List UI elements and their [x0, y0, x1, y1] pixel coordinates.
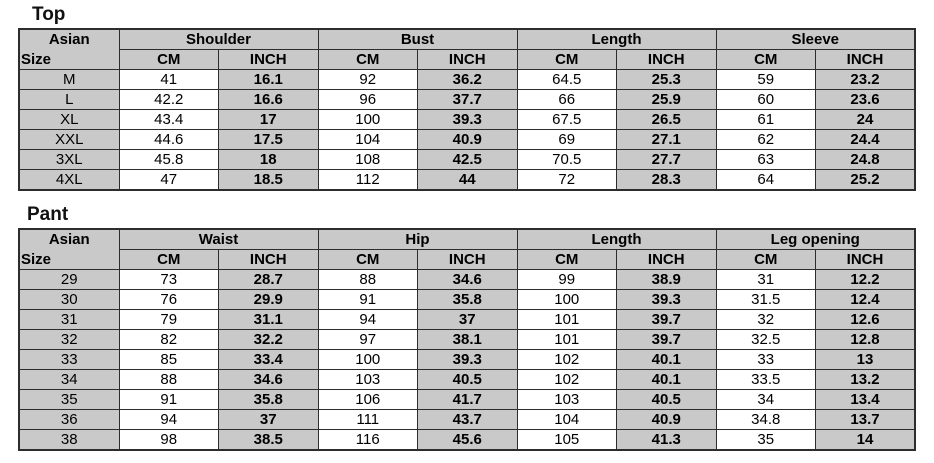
inch-cell: 18.5 — [219, 170, 319, 191]
cm-cell: 100 — [318, 110, 418, 130]
inch-cell: 40.5 — [617, 390, 717, 410]
cm-cell: 70.5 — [517, 150, 617, 170]
inch-cell: 34.6 — [219, 370, 319, 390]
size-cell: 35 — [19, 390, 119, 410]
cm-cell: 99 — [517, 270, 617, 290]
cm-cell: 67.5 — [517, 110, 617, 130]
inch-cell: 16.6 — [219, 90, 319, 110]
inch-cell: 44 — [418, 170, 518, 191]
table-row — [19, 410, 915, 430]
inch-cell: 14 — [816, 430, 916, 451]
inch-cell: 27.1 — [617, 130, 717, 150]
inch-cell: 13.2 — [816, 370, 916, 390]
inch-cell: 39.7 — [617, 310, 717, 330]
inch-cell: 41.7 — [418, 390, 518, 410]
inch-cell: 12.2 — [816, 270, 916, 290]
unit-header-cm: CM — [318, 50, 418, 70]
inch-cell: 12.8 — [816, 330, 916, 350]
cm-cell: 112 — [318, 170, 418, 191]
group-header-length: Length — [517, 29, 716, 50]
inch-cell: 31.1 — [219, 310, 319, 330]
cm-cell: 98 — [119, 430, 219, 451]
inch-cell: 12.6 — [816, 310, 916, 330]
unit-header-inch: INCH — [219, 250, 319, 270]
cm-cell: 105 — [517, 430, 617, 451]
cm-cell: 102 — [517, 350, 617, 370]
size-header-line: Asian — [48, 31, 90, 48]
inch-cell: 25.9 — [617, 90, 717, 110]
cm-cell: 97 — [318, 330, 418, 350]
cm-cell: 42.2 — [119, 90, 219, 110]
cm-cell: 94 — [119, 410, 219, 430]
group-header-hip: Hip — [318, 229, 517, 250]
inch-cell: 37.7 — [418, 90, 518, 110]
cm-cell: 103 — [517, 390, 617, 410]
table-row — [19, 150, 915, 170]
unit-header-cm: CM — [318, 250, 418, 270]
inch-cell: 23.2 — [816, 70, 916, 90]
inch-cell: 33.4 — [219, 350, 319, 370]
cm-cell: 32 — [716, 310, 816, 330]
group-header-waist: Waist — [119, 229, 318, 250]
cm-cell: 94 — [318, 310, 418, 330]
pant-size-table — [18, 228, 916, 451]
size-cell: 36 — [19, 410, 119, 430]
group-header-bust: Bust — [318, 29, 517, 50]
size-cell: 31 — [19, 310, 119, 330]
inch-cell: 38.5 — [219, 430, 319, 451]
size-cell: M — [19, 70, 119, 90]
size-header-line: Size — [21, 251, 52, 268]
inch-cell: 23.6 — [816, 90, 916, 110]
table-row — [19, 290, 915, 310]
cm-cell: 101 — [517, 310, 617, 330]
size-header-line: Asian — [48, 231, 90, 248]
table-row — [19, 310, 915, 330]
cm-cell: 82 — [119, 330, 219, 350]
inch-cell: 39.3 — [418, 110, 518, 130]
inch-cell: 39.7 — [617, 330, 717, 350]
inch-cell: 25.3 — [617, 70, 717, 90]
inch-cell: 26.5 — [617, 110, 717, 130]
group-header-length: Length — [517, 229, 716, 250]
table-row — [19, 270, 915, 290]
table-row — [19, 390, 915, 410]
unit-header-inch: INCH — [816, 50, 916, 70]
inch-cell: 17 — [219, 110, 319, 130]
cm-cell: 43.4 — [119, 110, 219, 130]
unit-header-inch: INCH — [617, 250, 717, 270]
cm-cell: 104 — [318, 130, 418, 150]
size-cell: 32 — [19, 330, 119, 350]
inch-cell: 24.8 — [816, 150, 916, 170]
table-row — [19, 110, 915, 130]
pant-table-title: Pant — [27, 204, 69, 225]
inch-cell: 40.9 — [617, 410, 717, 430]
pant-table-header — [19, 229, 915, 270]
cm-cell: 73 — [119, 270, 219, 290]
cm-cell: 31 — [716, 270, 816, 290]
inch-cell: 25.2 — [816, 170, 916, 191]
cm-cell: 59 — [716, 70, 816, 90]
size-cell: L — [19, 90, 119, 110]
inch-cell: 29.9 — [219, 290, 319, 310]
cm-cell: 91 — [318, 290, 418, 310]
unit-header-cm: CM — [716, 50, 816, 70]
table-row — [19, 350, 915, 370]
inch-cell: 13 — [816, 350, 916, 370]
top-table-header — [19, 29, 915, 70]
size-cell: 3XL — [19, 150, 119, 170]
unit-header-cm: CM — [119, 50, 219, 70]
unit-header-cm: CM — [716, 250, 816, 270]
cm-cell: 101 — [517, 330, 617, 350]
unit-header-inch: INCH — [617, 50, 717, 70]
inch-cell: 38.9 — [617, 270, 717, 290]
inch-cell: 40.5 — [418, 370, 518, 390]
cm-cell: 108 — [318, 150, 418, 170]
unit-header-inch: INCH — [418, 250, 518, 270]
cm-cell: 102 — [517, 370, 617, 390]
cm-cell: 85 — [119, 350, 219, 370]
inch-cell: 41.3 — [617, 430, 717, 451]
inch-cell: 37 — [418, 310, 518, 330]
size-cell: XL — [19, 110, 119, 130]
top-size-table — [18, 28, 916, 191]
inch-cell: 35.8 — [418, 290, 518, 310]
inch-cell: 18 — [219, 150, 319, 170]
unit-header-cm: CM — [517, 50, 617, 70]
size-cell: 29 — [19, 270, 119, 290]
cm-cell: 91 — [119, 390, 219, 410]
cm-cell: 104 — [517, 410, 617, 430]
inch-cell: 40.1 — [617, 350, 717, 370]
cm-cell: 45.8 — [119, 150, 219, 170]
inch-cell: 39.3 — [617, 290, 717, 310]
cm-cell: 100 — [517, 290, 617, 310]
inch-cell: 13.7 — [816, 410, 916, 430]
cm-cell: 64.5 — [517, 70, 617, 90]
group-header-sleeve: Sleeve — [716, 29, 915, 50]
inch-cell: 16.1 — [219, 70, 319, 90]
cm-cell: 106 — [318, 390, 418, 410]
inch-cell: 45.6 — [418, 430, 518, 451]
cm-cell: 47 — [119, 170, 219, 191]
cm-cell: 41 — [119, 70, 219, 90]
cm-cell: 63 — [716, 150, 816, 170]
cm-cell: 33 — [716, 350, 816, 370]
cm-cell: 116 — [318, 430, 418, 451]
unit-header-inch: INCH — [219, 50, 319, 70]
inch-cell: 36.2 — [418, 70, 518, 90]
inch-cell: 40.9 — [418, 130, 518, 150]
inch-cell: 13.4 — [816, 390, 916, 410]
cm-cell: 103 — [318, 370, 418, 390]
cm-cell: 60 — [716, 90, 816, 110]
size-cell: 4XL — [19, 170, 119, 191]
inch-cell: 24 — [816, 110, 916, 130]
table-row — [19, 130, 915, 150]
cm-cell: 76 — [119, 290, 219, 310]
size-cell: 38 — [19, 430, 119, 451]
cm-cell: 92 — [318, 70, 418, 90]
cm-cell: 32.5 — [716, 330, 816, 350]
table-row — [19, 370, 915, 390]
cm-cell: 88 — [318, 270, 418, 290]
unit-header-cm: CM — [119, 250, 219, 270]
inch-cell: 17.5 — [219, 130, 319, 150]
size-column-header — [19, 29, 119, 70]
inch-cell: 28.3 — [617, 170, 717, 191]
cm-cell: 34 — [716, 390, 816, 410]
pant-table-body — [19, 270, 915, 451]
size-cell: XXL — [19, 130, 119, 150]
cm-cell: 66 — [517, 90, 617, 110]
top-table-title: Top — [32, 4, 66, 25]
inch-cell: 38.1 — [418, 330, 518, 350]
size-cell: 34 — [19, 370, 119, 390]
inch-cell: 37 — [219, 410, 319, 430]
cm-cell: 96 — [318, 90, 418, 110]
cm-cell: 100 — [318, 350, 418, 370]
table-row — [19, 430, 915, 451]
cm-cell: 34.8 — [716, 410, 816, 430]
cm-cell: 88 — [119, 370, 219, 390]
cm-cell: 35 — [716, 430, 816, 451]
cm-cell: 61 — [716, 110, 816, 130]
inch-cell: 42.5 — [418, 150, 518, 170]
inch-cell: 32.2 — [219, 330, 319, 350]
size-cell: 33 — [19, 350, 119, 370]
inch-cell: 34.6 — [418, 270, 518, 290]
table-row — [19, 330, 915, 350]
inch-cell: 24.4 — [816, 130, 916, 150]
inch-cell: 40.1 — [617, 370, 717, 390]
table-row — [19, 90, 915, 110]
inch-cell: 35.8 — [219, 390, 319, 410]
cm-cell: 79 — [119, 310, 219, 330]
unit-header-inch: INCH — [418, 50, 518, 70]
unit-header-cm: CM — [517, 250, 617, 270]
inch-cell: 27.7 — [617, 150, 717, 170]
group-header-leg-opening: Leg opening — [716, 229, 915, 250]
inch-cell: 12.4 — [816, 290, 916, 310]
size-column-header — [19, 229, 119, 270]
inch-cell: 28.7 — [219, 270, 319, 290]
size-header-line: Size — [21, 51, 52, 68]
table-row — [19, 170, 915, 191]
cm-cell: 69 — [517, 130, 617, 150]
inch-cell: 39.3 — [418, 350, 518, 370]
cm-cell: 72 — [517, 170, 617, 191]
cm-cell: 111 — [318, 410, 418, 430]
unit-header-inch: INCH — [816, 250, 916, 270]
table-row — [19, 70, 915, 90]
group-header-shoulder: Shoulder — [119, 29, 318, 50]
cm-cell: 64 — [716, 170, 816, 191]
cm-cell: 44.6 — [119, 130, 219, 150]
cm-cell: 31.5 — [716, 290, 816, 310]
cm-cell: 33.5 — [716, 370, 816, 390]
inch-cell: 43.7 — [418, 410, 518, 430]
top-table-body — [19, 70, 915, 191]
size-cell: 30 — [19, 290, 119, 310]
cm-cell: 62 — [716, 130, 816, 150]
